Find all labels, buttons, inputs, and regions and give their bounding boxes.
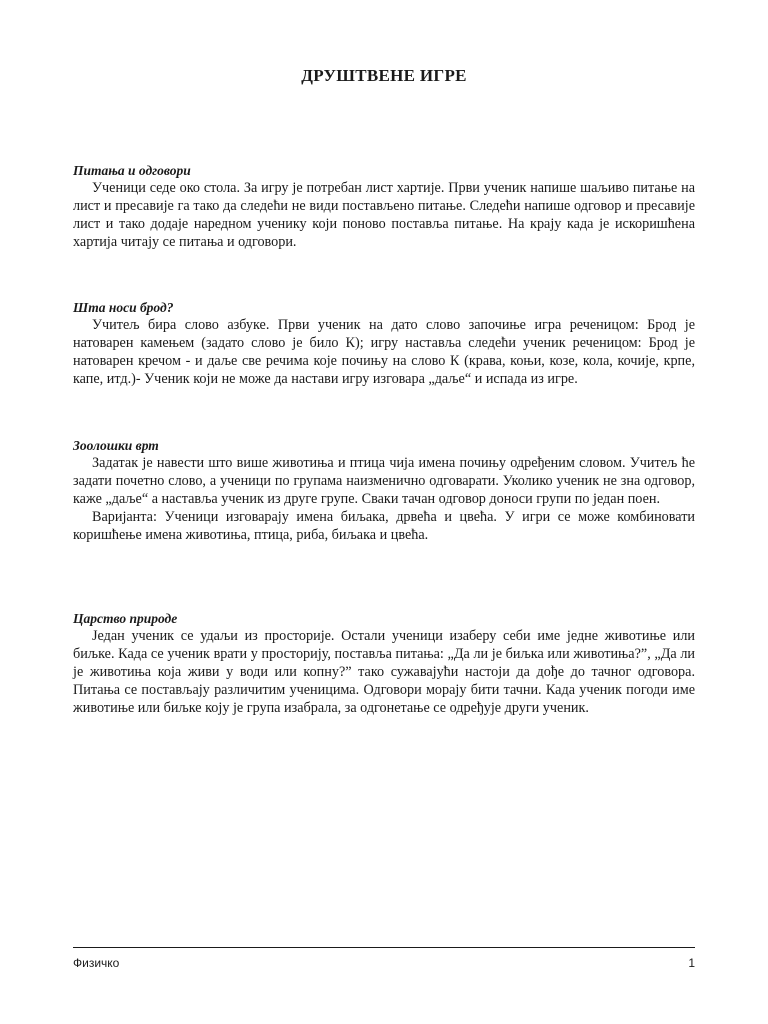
section-heading: Питања и одговори — [73, 163, 191, 178]
page-title: ДРУШТВЕНЕ ИГРЕ — [301, 66, 467, 85]
section-what-ship-carries — [73, 299, 695, 388]
footer-label: Физичко — [73, 956, 120, 970]
section-paragraph: Ученици седе око стола. За игру је потребан лист хартије. Први ученик напише шаљиво питање на лист и пресавије га тако да следећи не види постављено питање. Следећи напише одговор и пресавије лист и тако додаје наредном ученику који поново поставља питање. На крају када је искоришћена хартија читају се питања и одговори. — [73, 180, 695, 250]
section-paragraph: Задатак је навести што више животиња и птица чија имена почињу одређеним словом. Учитељ ће задати почетно слово, а ученици по групама наизменично одговарати. Уколико ученик не зна одговор, каже „даље“ а наставља ученик из друге групе. Сваки тачан одговор доноси групи по један поен. — [73, 455, 695, 507]
section-heading: Зоолошки врт — [73, 438, 159, 453]
section-questions-answers — [73, 162, 695, 251]
section-paragraph: Варијанта: Ученици изговарају имена биљака, дрвећа и цвећа. У игри се може комбиновати коришћење имена животиња, птица, риба, биљака и цвећа. — [73, 509, 695, 543]
section-heading: Царство природе — [73, 611, 178, 626]
footer-divider — [73, 947, 695, 948]
section-kingdom-of-nature — [73, 610, 695, 717]
page-number: 1 — [688, 956, 695, 970]
section-zoo — [73, 437, 695, 544]
section-heading: Шта носи брод? — [73, 300, 174, 315]
section-paragraph: Један ученик се удаљи из просторије. Остали ученици изаберу себи име једне животиње или биљке. Када се ученик врати у просторију, поставља питања: „Да ли је биљка или животиња?”, „Да ли је животиња која живи у води или копну?” тако сужавајући настоји да дође до тачног одговора. Питања се постављају различитим ученицима. Одговори морају бити тачни. Када ученик погоди име животиње или биљке коју је група изабрала, за одгонетање се одређује други ученик. — [73, 628, 695, 716]
section-paragraph: Учитељ бира слово азбуке. Први ученик на дато слово започиње игра реченицом: Брод је натоварен камењем (задато слово је било К); игру наставља следећи ученик реченицом: Брод је натоварен кречом - и даље све речима које почињу на слово К (крава, коњи, козе, кола, кочије, крпе, капе, итд.)- Ученик који не може да настави игру изговара „даље“ и испада из игре. — [73, 317, 695, 387]
